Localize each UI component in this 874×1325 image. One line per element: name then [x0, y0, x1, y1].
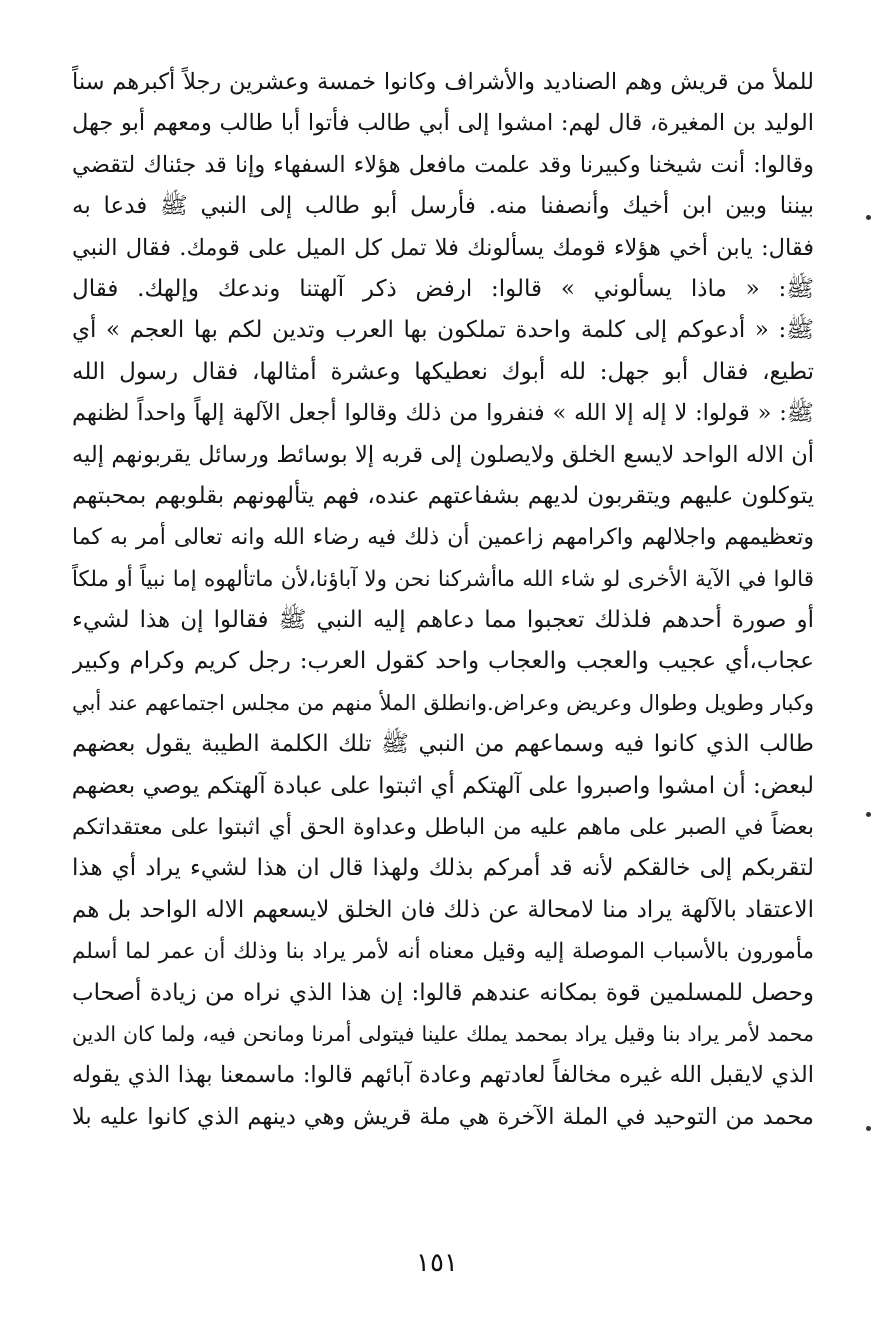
- margin-mark: [866, 215, 871, 220]
- text-line: مأمورون بالأسباب الموصلة إليه وقيل معناه أنه لأمر يراد بنا وذلك أن عمر لما أسلم: [72, 939, 814, 965]
- text-line: يتوكلون عليهم ويتقربون لديهم بشفاعتهم عنده، فهم يتألهونهم بقلوبهم بمحبتهم: [72, 482, 814, 509]
- text-line: قالوا في الآية الأخرى لو شاء الله ماأشركنا نحن ولا آباؤنا،لأن ماتألهوه إما نبياً أو ملكاً: [72, 566, 814, 592]
- text-line: أن الاله الواحد لايسع الخلق ولايصلون إلى قربه إلا بوسائط ورسائل يقربونهم إليه: [72, 441, 814, 468]
- margin-mark: [866, 1126, 871, 1131]
- page-body-text: [72, 62, 814, 1138]
- text-line: فقال: يابن أخي هؤلاء قومك يسألونك فلا تمل كل الميل على قومك. فقال النبي: [72, 234, 814, 261]
- text-line: وكبار وطويل وطوال وعريض وعراض.وانطلق الملأ منهم من مجلس اجتماعهم عند أبي: [72, 690, 814, 715]
- text-line: لبعض: أن امشوا واصبروا على آلهتكم أي اثبتوا على عبادة آلهتكم يوصي بعضهم: [72, 772, 814, 799]
- text-line: وحصل للمسلمين قوة بمكانه عندهم قالوا: إن هذا الذي نراه من زيادة أصحاب: [72, 979, 814, 1006]
- text-line: وقالوا: أنت شيخنا وكبيرنا وقد علمت مافعل هؤلاء السفهاء وإنا قد جئناك لتقضي: [72, 151, 814, 178]
- text-line: ﷺ: « ماذا يسألوني » قالوا: ارفض ذكر آلهتنا وندعك وإلهك. فقال: [72, 275, 814, 302]
- text-line: بعضاً في الصبر على ماهم عليه من الباطل وعداوة الحق أي اثبتوا على معتقداتكم: [72, 815, 814, 841]
- text-line: وتعظيمهم واجلالهم واكرامهم زاعمين أن ذلك فيه رضاء الله وانه تعالى أمر به كما: [72, 525, 814, 551]
- text-line: الوليد بن المغيرة، قال لهم: امشوا إلى أبي طالب فأتوا أبا طالب ومعهم أبو جهل: [72, 110, 814, 137]
- text-line: محمد من التوحيد في الملة الآخرة هي ملة قريش وهي دينهم الذي كانوا عليه بلا: [72, 1103, 814, 1130]
- text-line: الذي لايقبل الله غيره مخالفاً لعادتهم وعادة آبائهم قالوا: ماسمعنا بهذا الذي يقوله: [72, 1062, 814, 1089]
- text-line: طالب الذي كانوا فيه وسماعهم من النبي ﷺ تلك الكلمة الطيبة يقول بعضهم: [72, 731, 814, 758]
- text-line: الاعتقاد بالآلهة يراد منا لامحالة عن ذلك فان الخلق لايسعهم الاله الواحد بل هم: [72, 896, 814, 923]
- margin-mark: [866, 812, 871, 817]
- text-line: محمد لأمر يراد بنا وقيل يراد بمحمد يملك علينا فيتولى أمرنا ومانحن فيه، ولما كان الدين: [72, 1021, 814, 1046]
- text-line: تطيع، فقال أبو جهل: لله أبوك نعطيكها وعشرة أمثالها، فقال رسول الله: [72, 358, 814, 385]
- text-line: بيننا وبين ابن أخيك وأنصفنا منه. فأرسل أبو طالب إلى النبي ﷺ فدعا به: [72, 193, 814, 220]
- page-number: ١٥١: [416, 1248, 458, 1278]
- text-line: للملأ من قريش وهم الصناديد والأشراف وكانوا خمسة وعشرين رجلاً أكبرهم سناً: [72, 69, 814, 95]
- text-line: ﷺ: « أدعوكم إلى كلمة واحدة تملكون بها العرب وتدين لكم بها العجم » أي: [72, 317, 814, 344]
- text-line: أو صورة أحدهم فلذلك تعجبوا مما دعاهم إليه النبي ﷺ فقالوا إن هذا لشيء: [72, 607, 814, 634]
- text-line: لتقربكم إلى خالقكم لأنه قد أمركم بذلك ولهذا قال ان هذا لشيء يراد أي هذا: [72, 855, 814, 882]
- text-line: ﷺ: « قولوا: لا إله إلا الله » فنفروا من ذلك وقالوا أجعل الآلهة إلهاً واحداً لظنهم: [72, 400, 814, 427]
- text-line: عجاب،أي عجيب والعجب والعجاب واحد كقول العرب: رجل كريم وكرام وكبير: [72, 648, 814, 675]
